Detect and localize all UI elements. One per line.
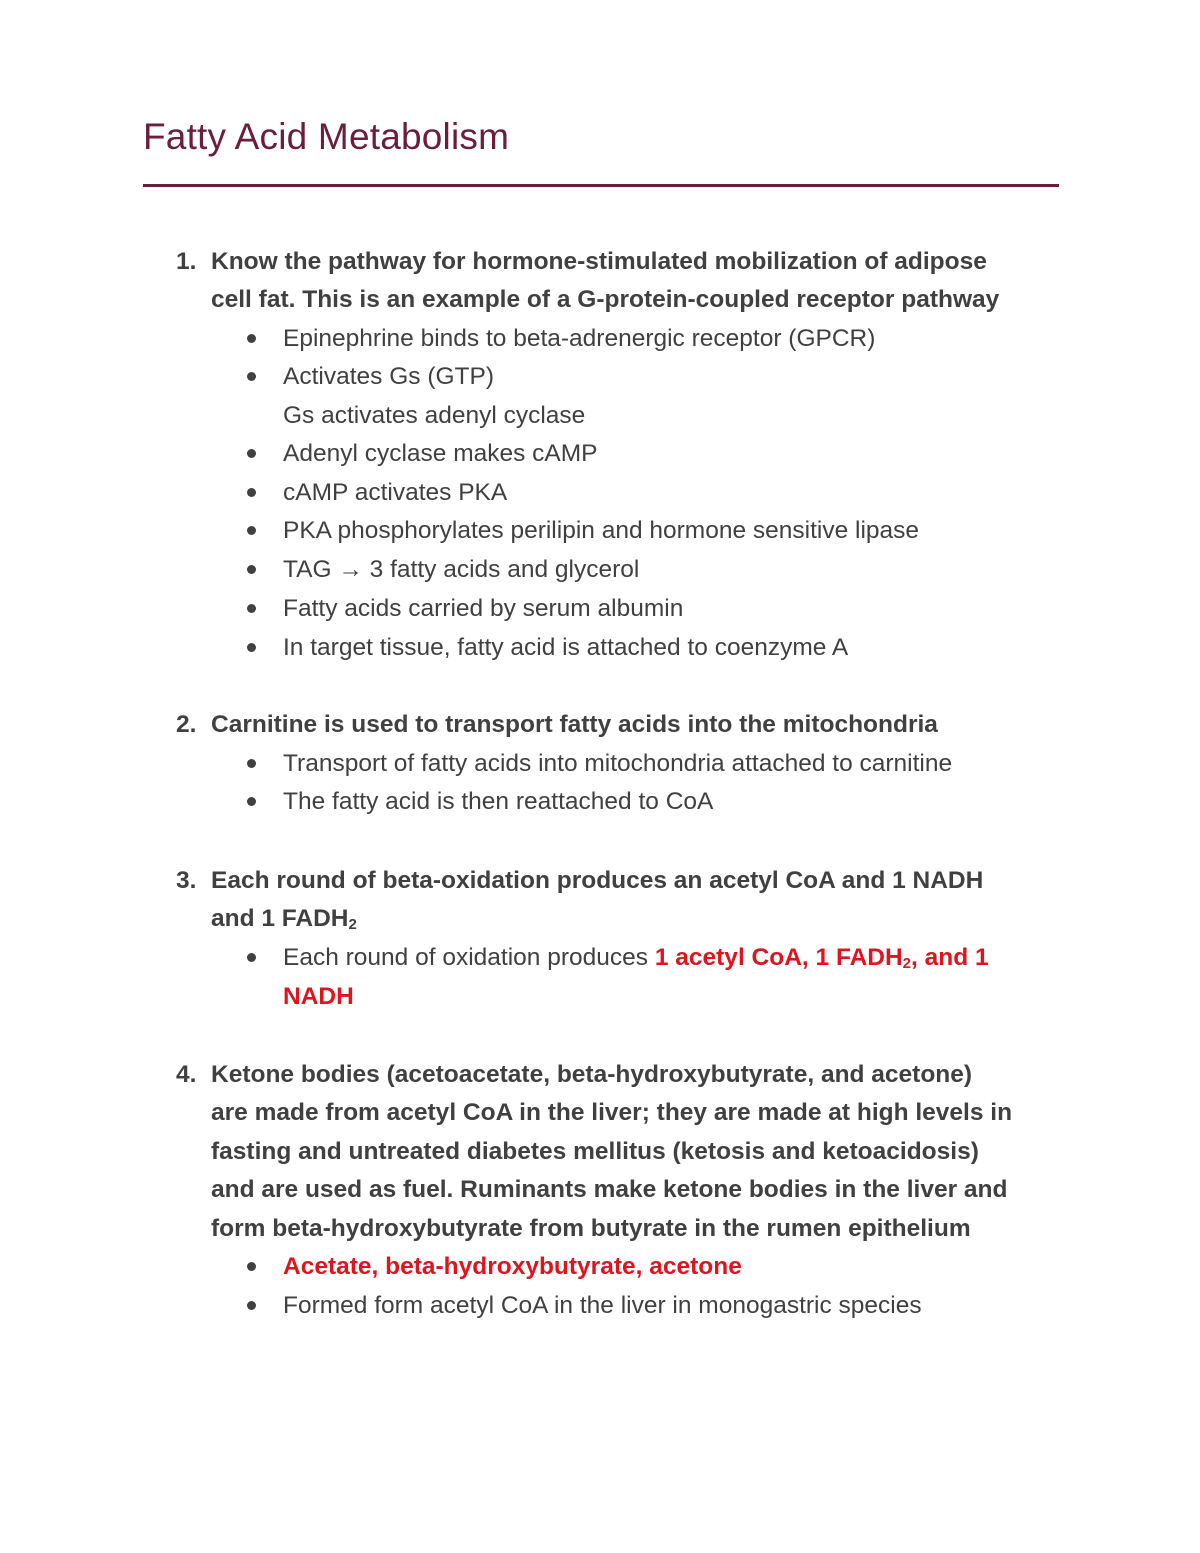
section-1-bullet-2-continuation: Gs activates adenyl cyclase [283, 402, 586, 429]
section-4-number: 4. [176, 1061, 197, 1088]
bullet-icon [247, 604, 256, 613]
section-1-number: 1. [176, 248, 197, 275]
section-2-bullet-2: The fatty acid is then reattached to CoA [283, 788, 714, 815]
section-1-bullet-4: cAMP activates PKA [283, 479, 508, 506]
section-3-bullet-1: Each round of oxidation produces 1 acetyl CoA, 1 $FADH_2$, and 1 [283, 944, 989, 972]
bullet-icon [247, 565, 256, 574]
section-4-bullet-2: Formed form acetyl CoA in the liver in monogastric species [283, 1292, 922, 1319]
section-3-heading-line-1: Each round of beta-oxidation produces an acetyl CoA and 1 NADH [211, 867, 984, 894]
bullet-icon [247, 526, 256, 535]
section-4-heading-line-2: are made from acetyl CoA in the liver; they are made at high levels in [211, 1099, 1013, 1126]
section-4-heading-line-3: fasting and untreated diabetes mellitus (ketosis and ketoacidosis) [211, 1138, 979, 1165]
section-2-heading: Carnitine is used to transport fatty acids into the mitochondria [211, 711, 938, 738]
section-2-number: 2. [176, 711, 197, 738]
bullet-icon [247, 797, 256, 806]
section-1-bullet-3: Adenyl cyclase makes cAMP [283, 440, 598, 467]
section-1-bullet-2: Activates Gs (GTP) [283, 363, 495, 390]
section-4-bullet-1: Acetate, beta-hydroxybutyrate, acetone [283, 1253, 742, 1280]
section-1-bullet-5: PKA phosphorylates perilipin and hormone sensitive lipase [283, 517, 920, 544]
page-title: Fatty Acid Metabolism [143, 116, 510, 157]
bullet-icon [247, 488, 256, 497]
section-3-bullet-1-continuation: NADH [283, 983, 354, 1010]
section-4-heading-line-1: Ketone bodies (acetoacetate, beta-hydroxybutyrate, and acetone) [211, 1061, 973, 1088]
section-2-bullet-1: Transport of fatty acids into mitochondria attached to carnitine [283, 750, 953, 777]
bullet-icon [247, 334, 256, 343]
bullet-icon [247, 372, 256, 381]
bullet-icon [247, 643, 256, 652]
bullet-icon [247, 953, 256, 962]
section-4-heading-line-4: and are used as fuel. Ruminants make ketone bodies in the liver and [211, 1176, 1008, 1203]
bullet-icon [247, 1301, 256, 1310]
section-1-bullet-1: Epinephrine binds to beta-adrenergic receptor (GPCR) [283, 325, 876, 352]
bullet-icon [247, 449, 256, 458]
section-3-heading-line-2: and 1 $FADH_2$ [211, 905, 357, 933]
title-divider [143, 184, 1059, 187]
section-3-number: 3. [176, 867, 197, 894]
bullet-icon [247, 1262, 256, 1271]
highlighted-products: 1 acetyl CoA, 1 $FADH_2$, and 1 [654, 944, 989, 972]
section-1-heading-line-1: Know the pathway for hormone-stimulated mobilization of adipose [211, 248, 987, 275]
section-1-bullet-8: In target tissue, fatty acid is attached to coenzyme A [283, 634, 849, 661]
bullet-icon [247, 759, 256, 768]
section-1-bullet-6: TAG → 3 fatty acids and glycerol [283, 556, 640, 583]
section-1-heading-line-2: cell fat. This is an example of a G-protein-coupled receptor pathway [211, 286, 1000, 313]
section-4-heading-line-5: form beta-hydroxybutyrate from butyrate in the rumen epithelium [211, 1215, 971, 1242]
section-1-bullet-7: Fatty acids carried by serum albumin [283, 595, 684, 622]
